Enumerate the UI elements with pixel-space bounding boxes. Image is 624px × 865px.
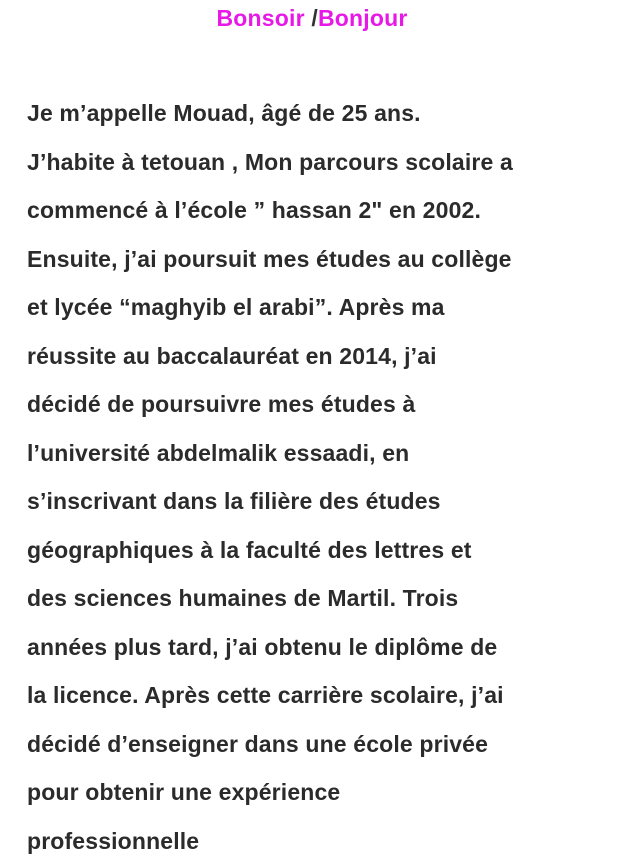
bio-line: des sciences humaines de Martil. Trois (27, 574, 607, 623)
greeting-separator: / (305, 5, 318, 31)
bio-line: Ensuite, j’ai poursuit mes études au collège (27, 235, 607, 284)
bio-line: géographiques à la faculté des lettres et (27, 526, 607, 575)
bio-line: années plus tard, j’ai obtenu le diplôme de (27, 623, 607, 672)
bio-line: pour obtenir une expérience (27, 768, 607, 817)
bio-line: la licence. Après cette carrière scolaire, j’ai (27, 671, 607, 720)
greeting-heading (0, 3, 624, 33)
bio-line: l’université abdelmalik essaadi, en (27, 429, 607, 478)
greeting-bonsoir: Bonsoir (216, 5, 304, 31)
bio-line: professionnelle (27, 817, 607, 865)
bio-line: s’inscrivant dans la filière des études (27, 477, 607, 526)
bio-line: décidé d’enseigner dans une école privée (27, 720, 607, 769)
bio-line: J’habite à tetouan , Mon parcours scolaire a (27, 138, 607, 187)
bio-paragraph (27, 89, 607, 865)
greeting-bonjour: Bonjour (318, 5, 408, 31)
bio-line: réussite au baccalauréat en 2014, j’ai (27, 332, 607, 381)
bio-line: décidé de poursuivre mes études à (27, 380, 607, 429)
bio-line: et lycée “maghyib el arabi”. Après ma (27, 283, 607, 332)
bio-line: commencé à l’école ” hassan 2" en 2002. (27, 186, 607, 235)
bio-line: Je m’appelle Mouad, âgé de 25 ans. (27, 89, 607, 138)
